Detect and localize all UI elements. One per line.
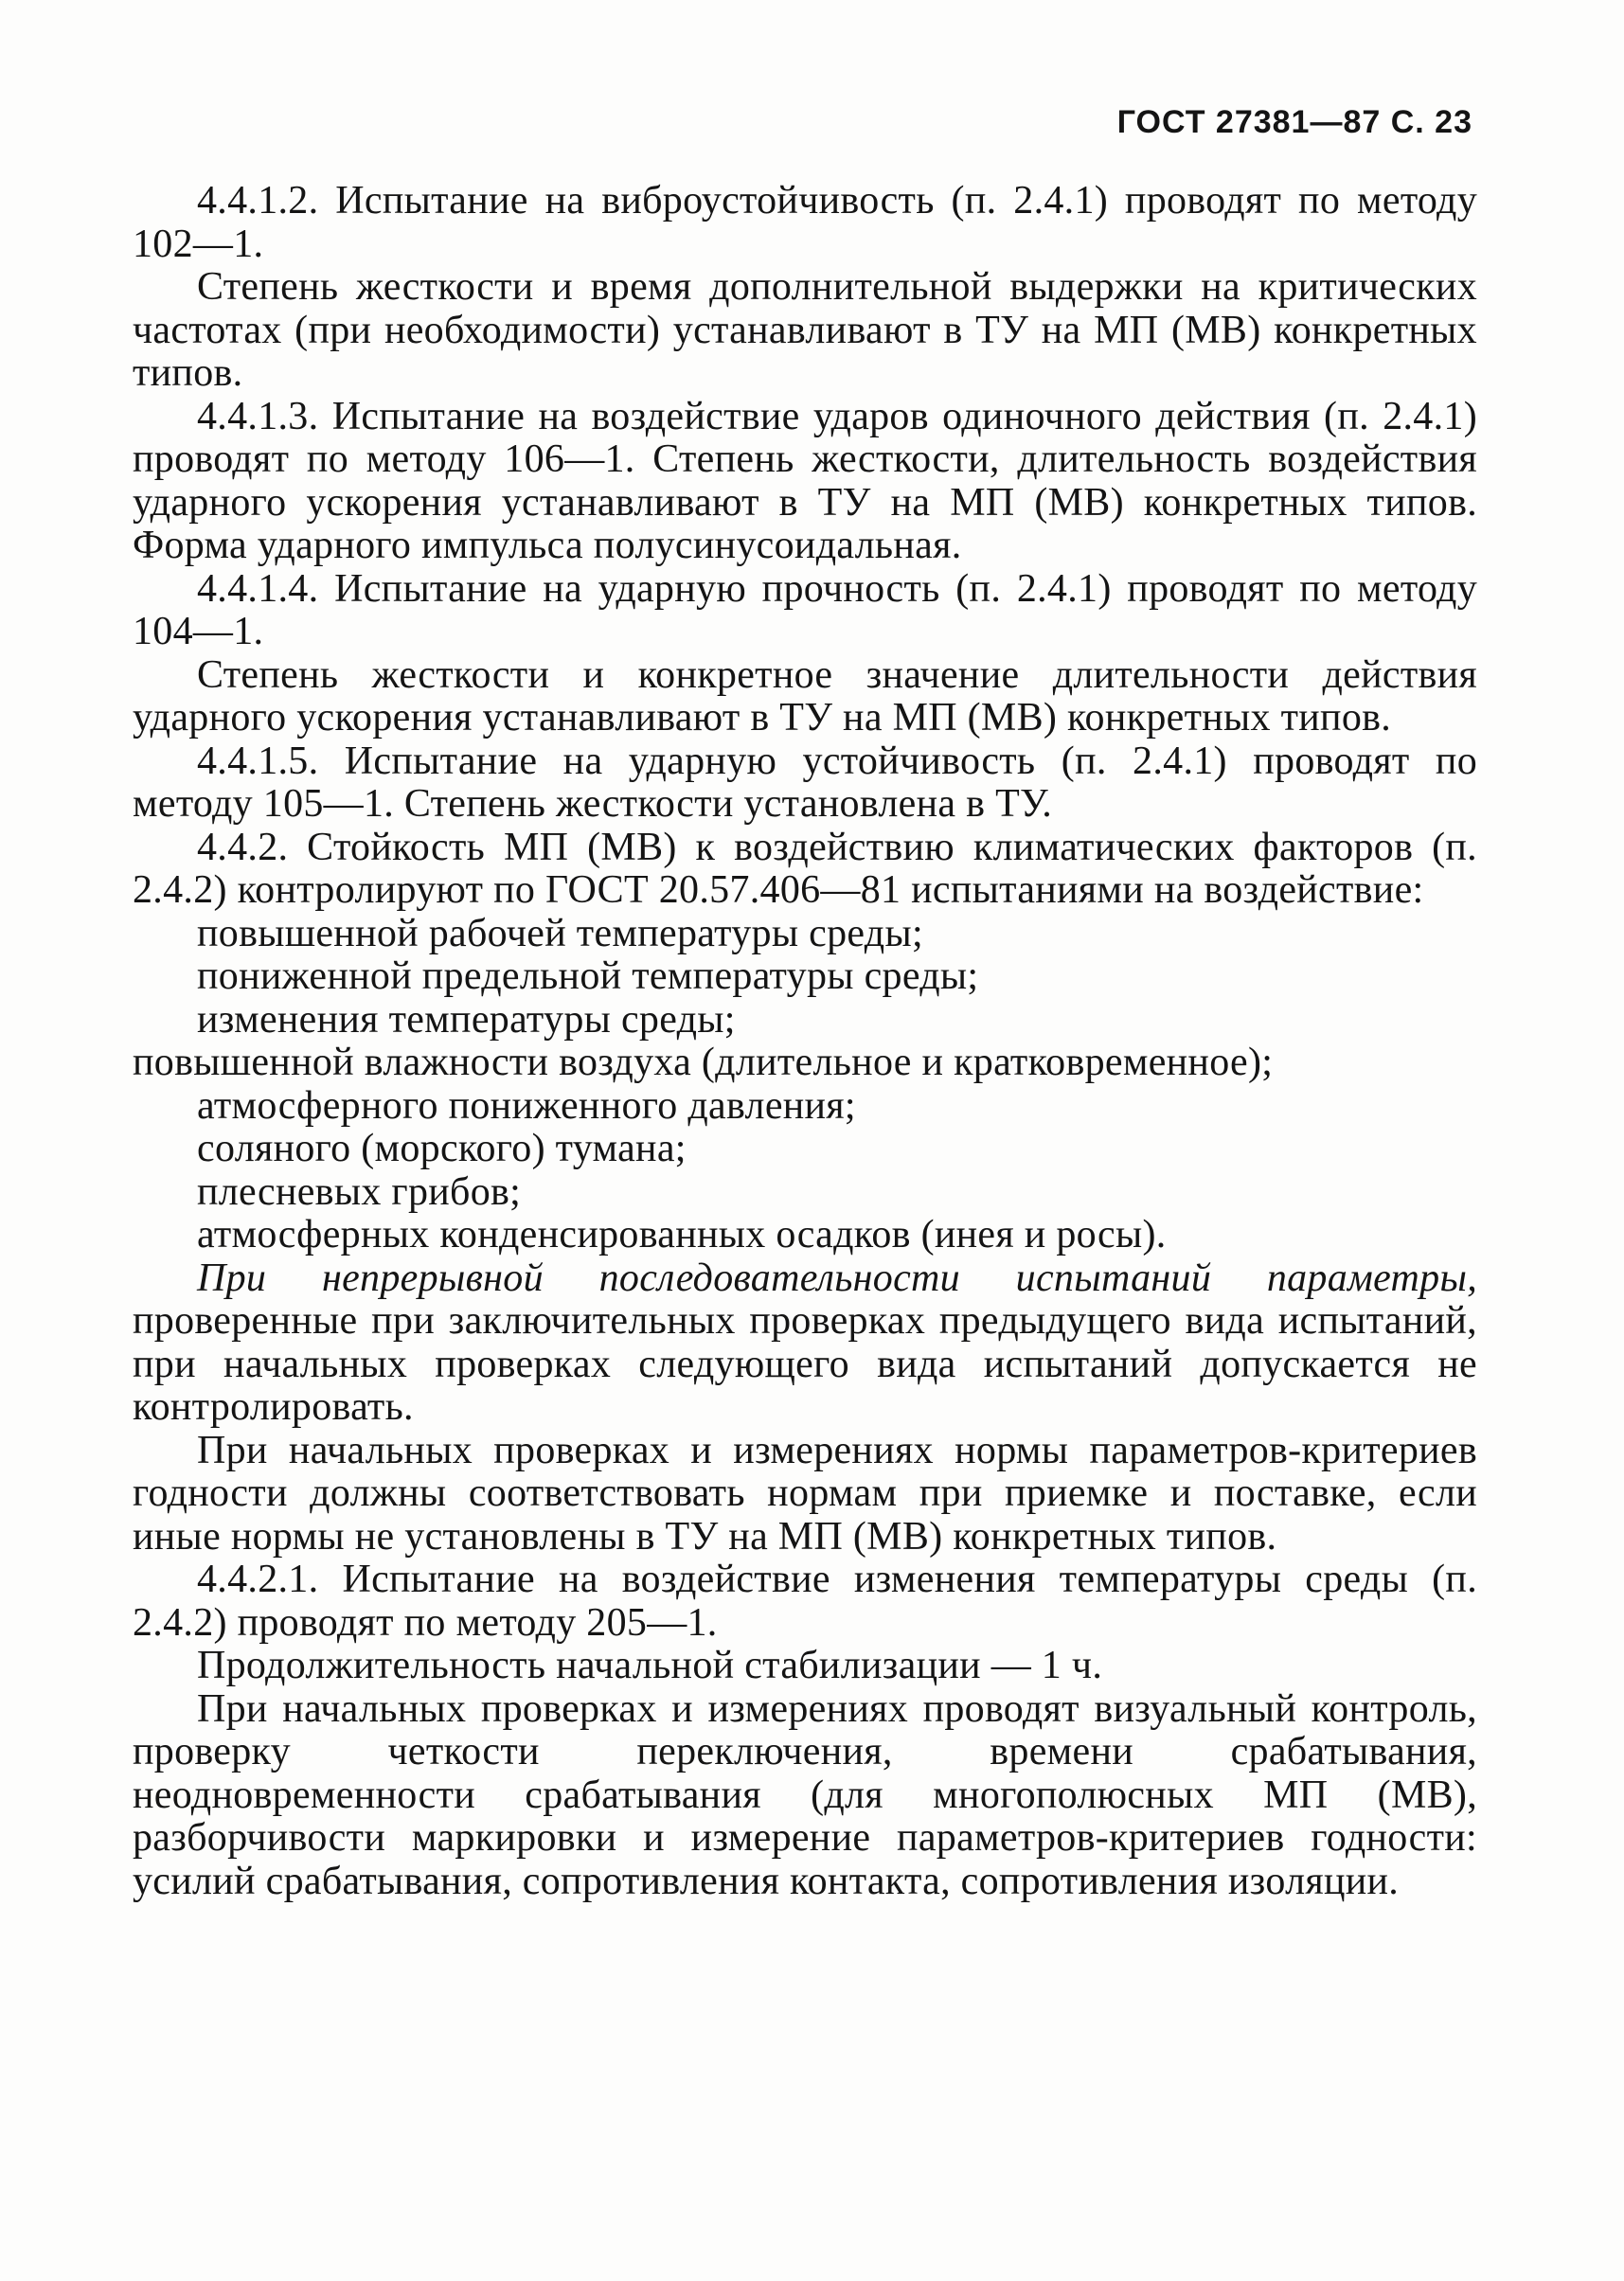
paragraph-4-4-2: 4.4.2. Стойкость МП (МВ) к воздействию климатических факторов (п. 2.4.2) контролируют по ГОСТ 20.57.406—81 испытаниями на воздействие: [133,825,1477,912]
paragraph-4-4-1-4: 4.4.1.4. Испытание на ударную прочность (п. 2.4.1) проводят по методу 104—1. [133,566,1477,653]
body-text [133,180,1477,1903]
paragraph-4-4-1-3: 4.4.1.3. Испытание на воздействие ударов одиночного действия (п. 2.4.1) проводят по методу 106—1. Степень жесткости, длительность воздействия ударного ускорения устанавливают в ТУ на МП (МВ) конкретных типов. Форма ударного импульса полусинусоидальная. [133,394,1477,567]
list-item: пониженной предельной температуры среды; [197,954,979,998]
paragraph-initial-checks-procedure: При начальных проверках и измерениях проводят визуальный контроль, проверку четкости переключения, времени срабатывания, неодновременности срабатывания (для многополюсных МП (МВ), разборчивости маркировки и измерение параметров-критериев годности: усилий срабатывания, сопротивления контакта, сопротивления изоляции. [133,1686,1477,1903]
list-item: повышенной влажности воздуха (длительное и кратковременное); [133,1041,1274,1084]
list-item: изменения температуры среды; [197,997,736,1042]
running-head: ГОСТ 27381—87 С. 23 [1116,104,1472,140]
italic-phrase: При непрерывной последовательности испытаний параметры, [197,1256,1477,1300]
paragraph-4-4-2-1: 4.4.2.1. Испытание на воздействие изменения температуры среды (п. 2.4.2) проводят по методу 205—1. [133,1558,1477,1645]
paragraph-vibration-severity: Степень жесткости и время дополнительной выдержки на критических частотах (при необходимости) устанавливают в ТУ на МП (МВ) конкретных типов. [133,265,1477,395]
paragraph-4-4-1-2: 4.4.1.2. Испытание на виброустойчивость (п. 2.4.1) проводят по методу 102—1. [133,179,1477,266]
paragraph-initial-checks-norms: При начальных проверках и измерениях нормы параметров-критериев годности должны соответствовать нормам при приемке и поставке, если иные нормы не установлены в ТУ на МП (МВ) конкретных типов. [133,1428,1477,1559]
list-item: повышенной рабочей температуры среды; [197,911,923,955]
paragraph-continuous-testing [133,1257,1477,1430]
paragraph-continuation: проверенные при заключительных проверках предыдущего вида испытаний, при начальных проверках следующего вида испытаний допускается не контролировать. [133,1299,1477,1429]
paragraph-stabilization-duration: Продолжительность начальной стабилизации — 1 ч. [197,1644,1103,1687]
paragraph-shock-severity: Степень жесткости и конкретное значение длительности действия ударного ускорения устанавливают в ТУ на МП (МВ) конкретных типов. [133,652,1477,740]
list-item: атмосферных конденсированных осадков (инея и росы). [197,1213,1167,1256]
paragraph-4-4-1-5: 4.4.1.5. Испытание на ударную устойчивость (п. 2.4.1) проводят по методу 105—1. Степень жесткости установлена в ТУ. [133,739,1477,826]
list-item: атмосферного пониженного давления; [197,1083,856,1128]
list-item: плесневых грибов; [197,1169,522,1214]
list-item: соляного (морского) тумана; [197,1127,687,1170]
